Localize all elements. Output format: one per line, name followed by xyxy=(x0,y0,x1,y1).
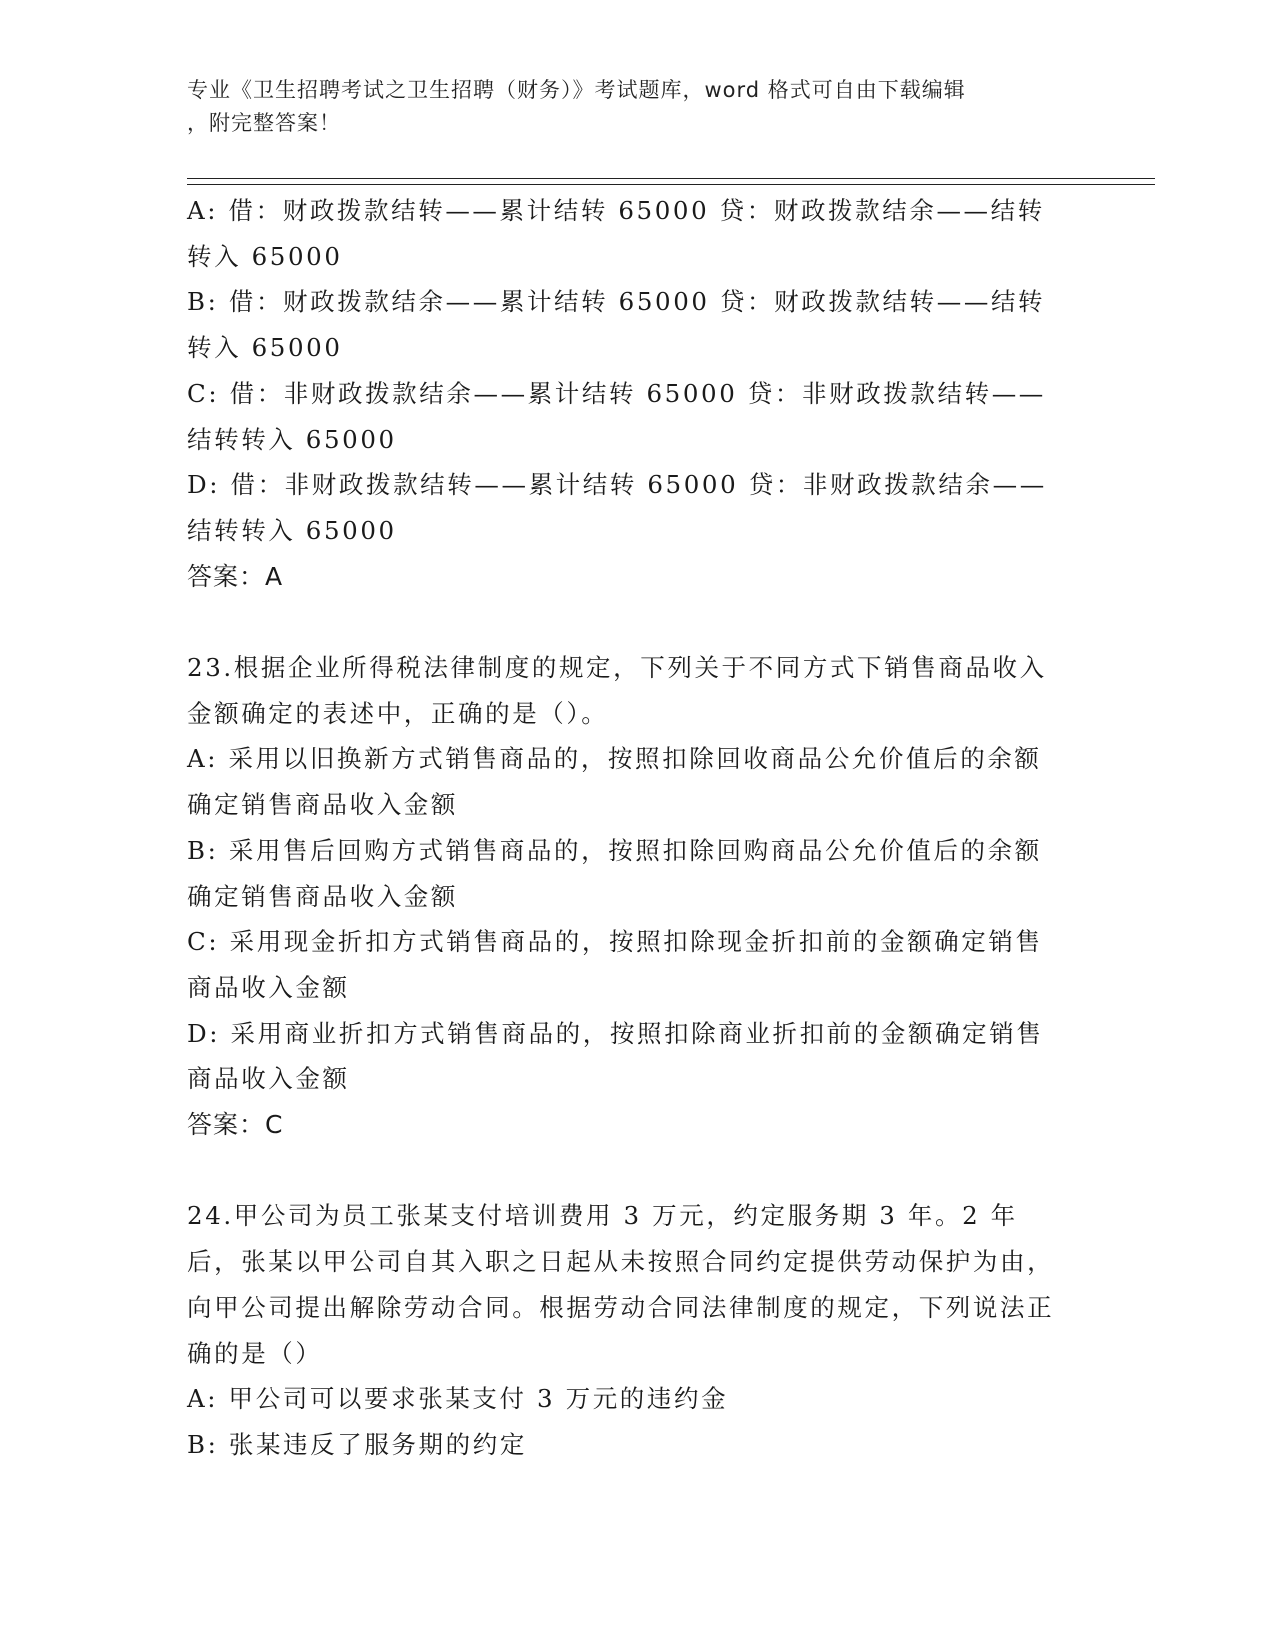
question-22-block xyxy=(187,188,1067,599)
option-a: A: 甲公司可以要求张某支付 3 万元的违约金 xyxy=(187,1384,729,1414)
option-d: D: 借：非财政拨款结转——累计结转 65000 贷：非财政拨款结余——结转转入 65000 xyxy=(187,470,1047,545)
header-rule-top xyxy=(187,178,1155,179)
page-header xyxy=(187,74,1067,140)
question-content xyxy=(187,188,1067,1468)
question-text: 24.甲公司为员工张某支付培训费用 3 万元，约定服务期 3 年。2 年后，张某以甲公司自其入职之日起从未按照合同约定提供劳动保护为由，向甲公司提出解除劳动合同。根据劳动合同法律制度的规定，下列说法正确的是（） xyxy=(187,1201,1055,1368)
option-b: B: 借：财政拨款结余——累计结转 65000 贷：财政拨款结转——结转转入 65000 xyxy=(187,287,1046,363)
option-d: D: 采用商业折扣方式销售商品的，按照扣除商业折扣前的金额确定销售商品收入金额 xyxy=(187,1018,1044,1094)
option-c: C: 借：非财政拨款结余——累计结转 65000 贷：非财政拨款结转——结转转入 65000 xyxy=(187,378,1046,454)
option-a: A: 采用以旧换新方式销售商品的，按照扣除回收商品公允价值后的余额确定销售商品收入金额 xyxy=(187,744,1042,820)
question-23-block xyxy=(187,645,1067,1148)
question-24-block xyxy=(187,1193,1067,1467)
header-rule-bottom xyxy=(187,184,1155,185)
header-line-2: ，附完整答案！ xyxy=(187,111,341,135)
header-line-1: 专业《卫生招聘考试之卫生招聘（财务）》考试题库，word 格式可自由下载编辑 xyxy=(187,78,966,102)
block-spacer xyxy=(187,1148,1067,1194)
answer-text: 答案：A xyxy=(187,561,284,591)
question-text: 23.根据企业所得税法律制度的规定，下列关于不同方式下销售商品收入金额确定的表述中，正确的是（）。 xyxy=(187,653,1047,728)
block-spacer xyxy=(187,599,1067,645)
option-a: A: 借：财政拨款结转——累计结转 65000 贷：财政拨款结余——结转转入 65000 xyxy=(187,196,1045,271)
option-b: B: 张某违反了服务期的约定 xyxy=(187,1429,527,1459)
option-c: C: 采用现金折扣方式销售商品的，按照扣除现金折扣前的金额确定销售商品收入金额 xyxy=(187,927,1043,1002)
option-b: B: 采用售后回购方式销售商品的，按照扣除回购商品公允价值后的余额确定销售商品收入金额 xyxy=(187,835,1042,911)
answer-text: 答案：C xyxy=(187,1110,284,1140)
